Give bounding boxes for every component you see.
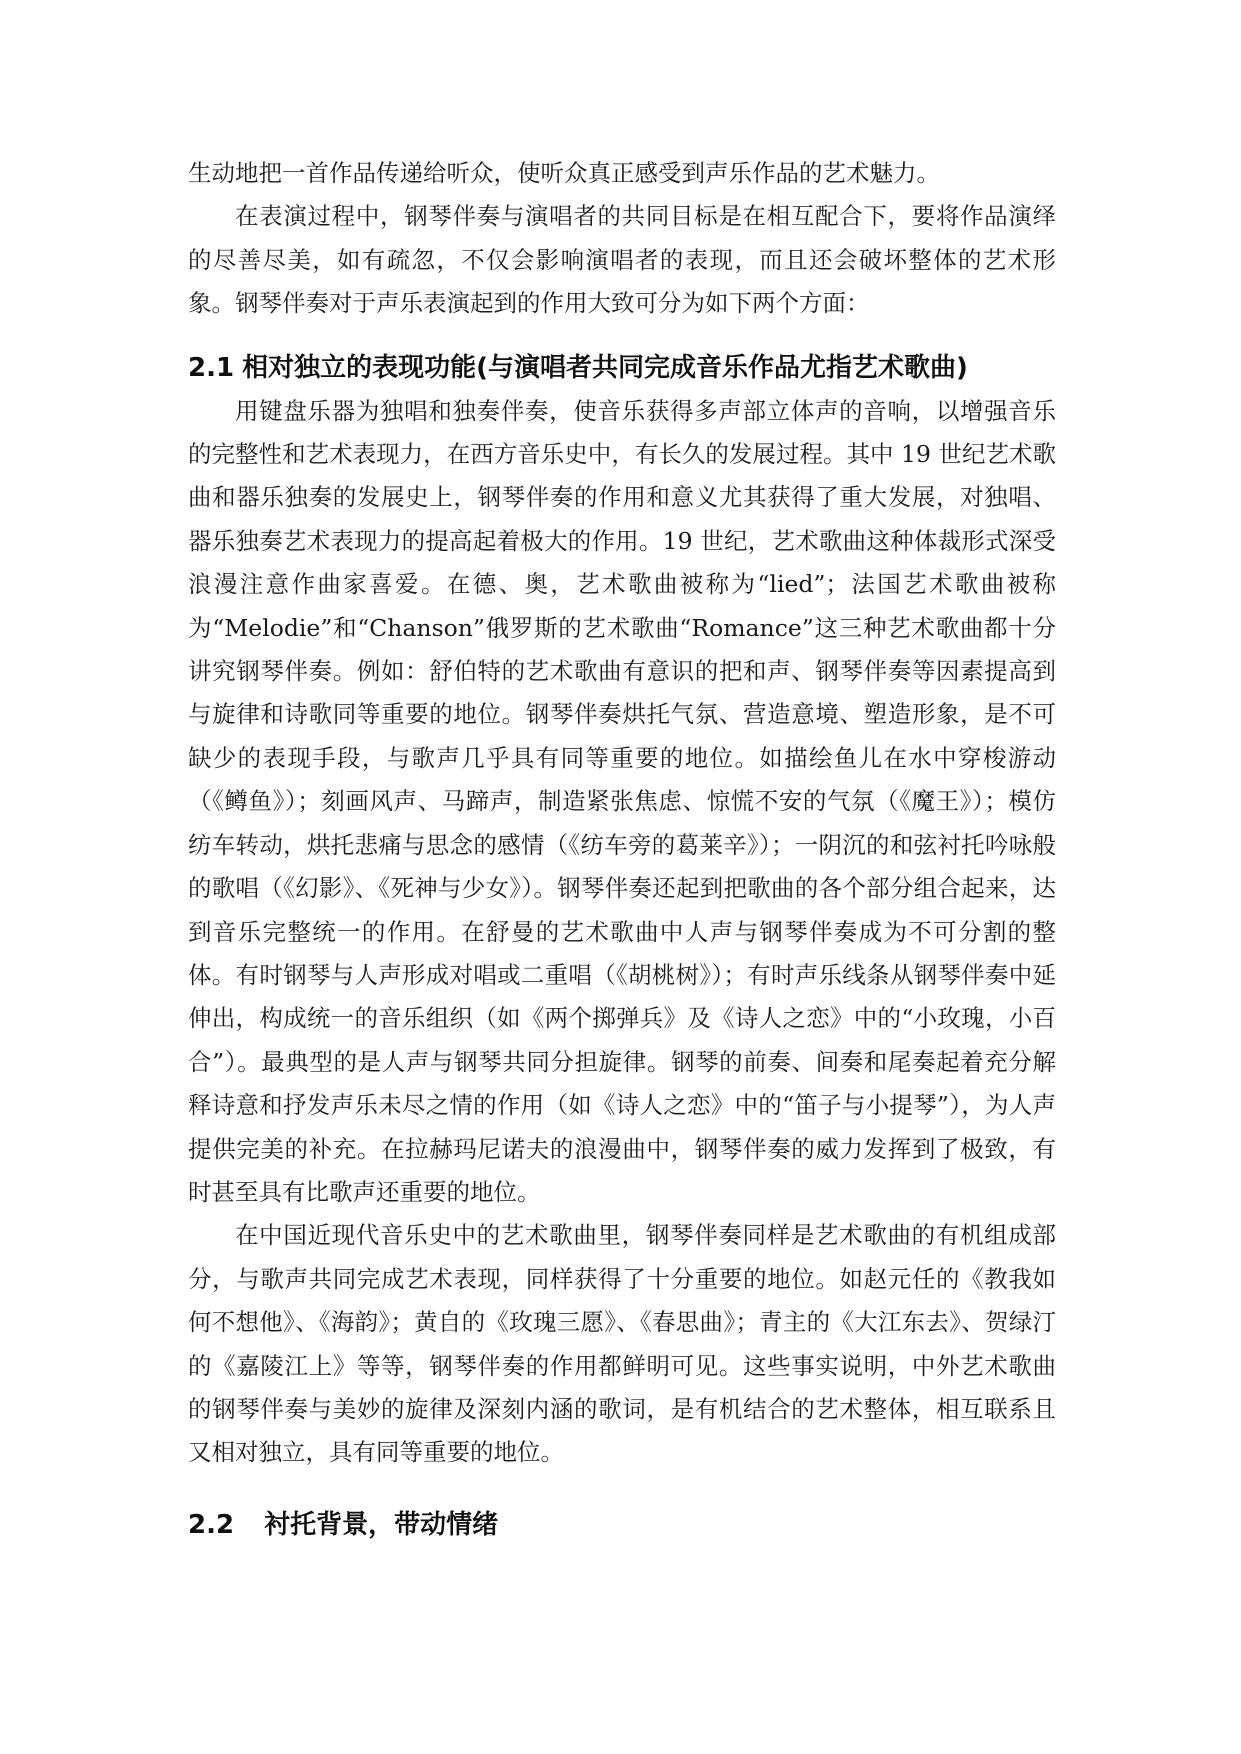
document-body (188, 152, 1056, 1545)
paragraph-2-1-b: 在中国近现代音乐史中的艺术歌曲里，钢琴伴奏同样是艺术歌曲的有机组成部分，与歌声共同完成艺术表现，同样获得了十分重要的地位。如赵元任的《教我如何不想他》、《海韵》；黄自的《玫瑰三愿》、《春思曲》；青主的《大江东去》、贺绿汀的《嘉陵江上》等等，钢琴伴奏的作用都鲜明可见。这些事实说明，中外艺术歌曲的钢琴伴奏与美妙的旋律及深刻内涵的歌词，是有机结合的艺术整体，相互联系且又相对独立，具有同等重要的地位。 (188, 1221, 1056, 1467)
section-number: 2.2 (188, 1509, 235, 1540)
paragraph-performance: 在表演过程中，钢琴伴奏与演唱者的共同目标是在相互配合下，要将作品演绎的尽善尽美，如有疏忽，不仅会影响演唱者的表现，而且还会破坏整体的艺术形象。钢琴伴奏对于声乐表演起到的作用大致可分为如下两个方面： (188, 202, 1056, 318)
section-title: 衬托背景，带动情绪 (264, 1509, 499, 1540)
paragraph-2-1-a: 用键盘乐器为独唱和独奏伴奏，使音乐获得多声部立体声的音响，以增强音乐的完整性和艺术表现力，在西方音乐史中，有长久的发展过程。其中 19 世纪艺术歌曲和器乐独奏的发展史上，钢琴伴奏的作用和意义尤其获得了重大发展，对独唱、器乐独奏艺术表现力的提高起着极大的作用。19 世纪，艺术歌曲这种体裁形式深受浪漫注意作曲家喜爱。在德、奥，艺术歌曲被称为“lied”；法国艺术歌曲被称为“Melodie”和“Chanson”俄罗斯的艺术歌曲“Romance”这三种艺术歌曲都十分讲究钢琴伴奏。例如：舒伯特的艺术歌曲有意识的把和声、钢琴伴奏等因素提高到与旋律和诗歌同等重要的地位。钢琴伴奏烘托气氛、营造意境、塑造形象，是不可缺少的表现手段，与歌声几乎具有同等重要的地位。如描绘鱼儿在水中穿梭游动（《鳟鱼》）；刻画风声、马蹄声，制造紧张焦虑、惊慌不安的气氛（《魔王》）；模仿纺车转动，烘托悲痛与思念的感情（《纺车旁的葛莱辛》）；一阴沉的和弦衬托吟咏般的歌唱（《幻影》、《死神与少女》）。钢琴伴奏还起到把歌曲的各个部分组合起来，达到音乐完整统一的作用。在舒曼的艺术歌曲中人声与钢琴伴奏成为不可分割的整体。有时钢琴与人声形成对唱或二重唱（《胡桃树》）；有时声乐线条从钢琴伴奏中延伸出，构成统一的音乐组织（如《两个掷弹兵》及《诗人之恋》中的“小玫瑰，小百合”）。最典型的是人声与钢琴共同分担旋律。钢琴的前奏、间奏和尾奏起着充分解释诗意和抒发声乐未尽之情的作用（如《诗人之恋》中的“笛子与小提琴”），为人声提供完美的补充。在拉赫玛尼诺夫的浪漫曲中，钢琴伴奏的威力发挥到了极致，有时甚至具有比歌声还重要的地位。 (188, 396, 1056, 1206)
section-heading-2-1 (188, 348, 1056, 388)
section-heading-2-2 (188, 1505, 1056, 1545)
paragraph-intro-continued: 生动地把一首作品传递给听众，使听众真正感受到声乐作品的艺术魅力。 (188, 159, 940, 187)
section-number: 2.1 (188, 352, 235, 383)
section-title: 相对独立的表现功能(与演唱者共同完成音乐作品尤指艺术歌曲) (242, 352, 968, 383)
